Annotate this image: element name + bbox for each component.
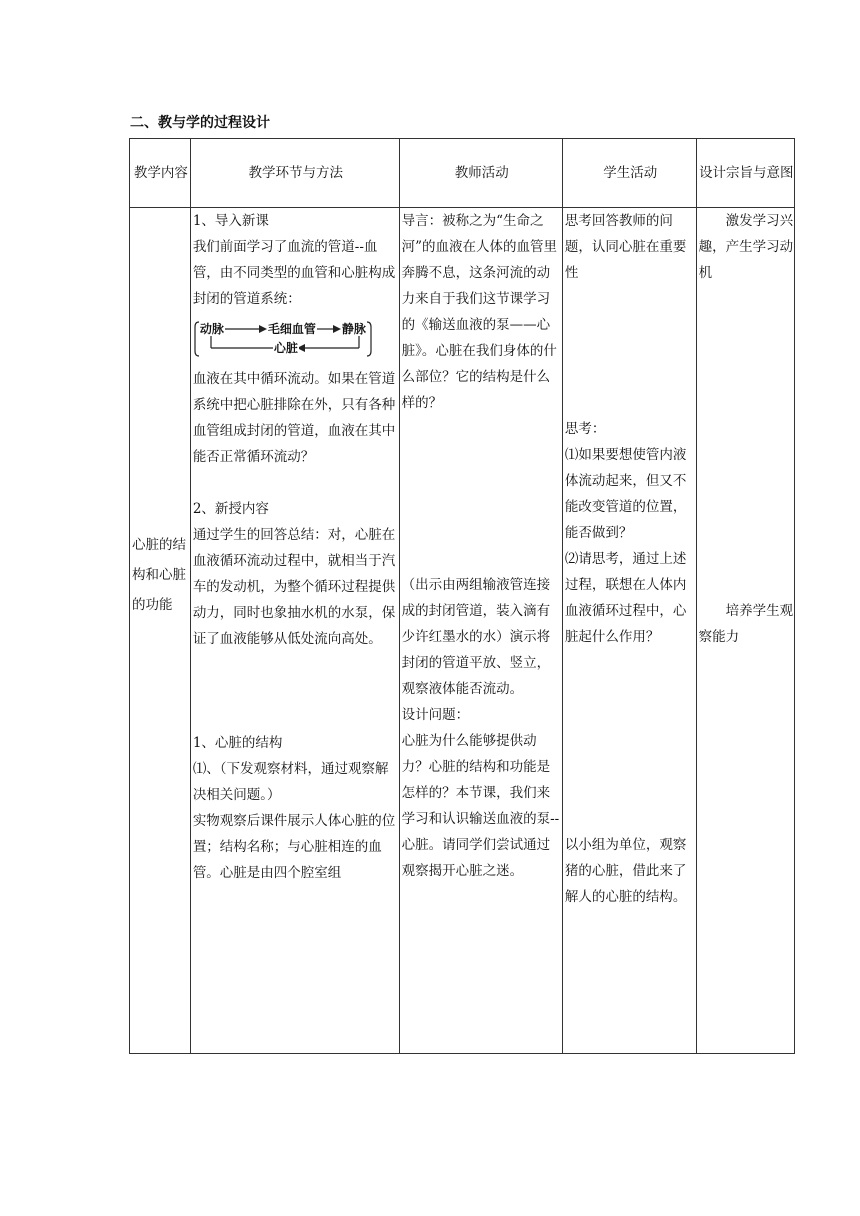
teacher-intro: 导言：被称之为“生命之河”的血液在人体的血管里奔腾不息，这条河流的动力来自于我们这节课学习的《输送血液的泵——心脏》。心脏在我们身体的什么部位？它的结构是什么样的？: [401, 213, 558, 411]
lesson-plan-table: [129, 138, 795, 1054]
teacher-cell: [399, 208, 562, 1054]
method-cell: [190, 208, 399, 1054]
purpose-1: 激发学习兴趣，产生学习动机: [698, 213, 794, 281]
header-content: 教学内容: [130, 139, 191, 208]
diagram-vein: 静脉: [341, 322, 366, 336]
method-intro-title: 1、导入新课: [192, 213, 269, 229]
circulation-diagram: [193, 318, 373, 360]
table-header-row: [130, 139, 795, 208]
section-title: 二、教与学的过程设计: [130, 115, 270, 131]
diagram-heart: 心脏: [273, 341, 298, 355]
header-teacher: 教师活动: [399, 139, 562, 208]
header-purpose: 设计宗旨与意图: [696, 139, 794, 208]
method-intro-text2: 血液在其中循环流动。如果在管道系统中把心脏排除在外，只有各种血管组成封闭的管道，血液在其中能否正常循环流动？: [192, 371, 396, 465]
table-row: [130, 208, 795, 1054]
teacher-demo: （出示由两组输液管连接成的封闭管道，装入滴有少许红墨水的水）演示将封闭的管道平放、竖立，观察液体能否流动。: [401, 577, 551, 697]
student-observe: 以小组为单位，观察猪的心脏，借此来了解人的心脏的结构。: [564, 837, 687, 905]
student-think-1: ⑴如果要想使管内液体流动起来，但又不能改变管道的位置，能否做到？: [564, 447, 687, 541]
header-student: 学生活动: [562, 139, 696, 208]
header-method: 教学环节与方法: [190, 139, 399, 208]
purpose-2: 培养学生观察能力: [698, 603, 794, 645]
method-new-text: 通过学生的回答总结：对，心脏在血液循环流动过程中，就相当于汽车的发动机，为整个循环过程提供动力，同时也象抽水机的水泵，保证了血液能够从低处流向高处。: [192, 527, 396, 647]
teacher-question-label: 设计问题：: [401, 707, 470, 723]
diagram-capillary: 毛细血管: [267, 322, 316, 336]
purpose-cell: [696, 208, 794, 1054]
content-cell: [130, 208, 191, 1054]
student-think-2: ⑵请思考，通过上述过程，联想在人体内血液循环过程中，心脏起什么作用？: [564, 551, 687, 645]
method-new-title: 2、新授内容: [192, 501, 269, 517]
method-structure-text2: 实物观察后课件展示人体心脏的位置；结构名称；与心脏相连的血管。心脏是由四个腔室组: [192, 813, 396, 881]
content-label: 心脏的结构和心脏的功能: [132, 537, 186, 613]
method-structure-title: 1、心脏的结构: [192, 735, 283, 751]
student-think-label: 思考：: [564, 421, 606, 437]
teacher-question: 心脏为什么能够提供动力？心脏的结构和功能是怎样的？本节课，我们来学习和认识输送血液的泵--心脏。请同学们尝试通过观察揭开心脏之迷。: [401, 733, 560, 879]
student-answer: 思考回答教师的问题，认同心脏在重要性: [564, 213, 687, 281]
method-structure-text: ⑴、（下发观察材料，通过观察解决相关问题。）: [192, 761, 389, 803]
method-intro-text: 我们前面学习了血流的管道--血管，由不同类型的血管和心脏构成封闭的管道系统：: [192, 239, 396, 307]
student-cell: [562, 208, 696, 1054]
diagram-artery: 动脉: [199, 322, 224, 336]
